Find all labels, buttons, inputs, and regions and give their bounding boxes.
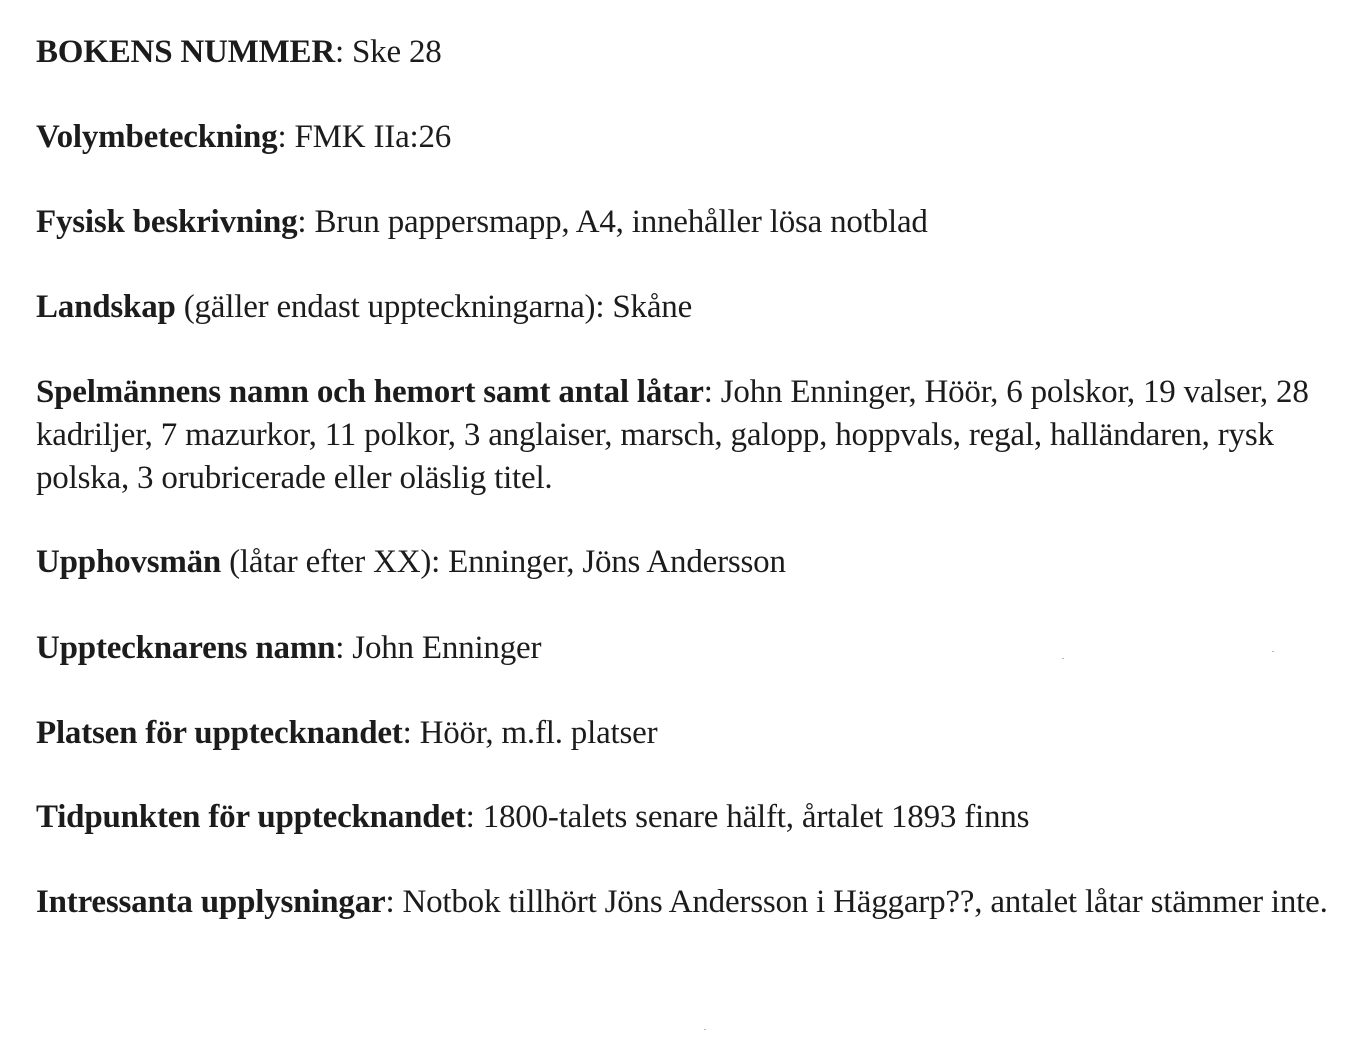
field-physical-description [36, 201, 1336, 244]
field-note: (gäller endast uppteckningarna) [175, 289, 596, 325]
field-musicians [36, 371, 1336, 500]
scan-speck [1062, 658, 1064, 659]
scan-speck [1272, 651, 1274, 652]
field-label: Fysisk beskrivning [36, 204, 298, 240]
scan-speck [704, 1029, 706, 1030]
field-separator: : [277, 119, 295, 155]
field-originators [36, 541, 1336, 584]
field-value: Brun pappersmapp, A4, innehåller lösa notblad [314, 204, 928, 240]
field-value: Ske 28 [352, 34, 442, 70]
field-note: (låtar efter XX) [221, 544, 432, 580]
field-label: Intressanta upplysningar [36, 884, 386, 920]
field-label: BOKENS NUMMER [36, 34, 335, 70]
field-value: Enninger, Jöns Andersson [448, 544, 786, 580]
field-volume-designation [36, 116, 1336, 159]
field-recording-time [36, 796, 1336, 839]
field-label: Upphovsmän [36, 544, 222, 580]
field-separator: : [595, 289, 613, 325]
field-label: Spelmännens namn och hemort samt antal låtar [36, 374, 704, 410]
field-label: Volymbeteckning [36, 119, 278, 155]
field-province [36, 286, 1336, 329]
field-recorder-name [36, 627, 1336, 670]
field-value: Notbok tillhört Jöns Andersson i Häggarp??, antalet låtar stämmer inte. [402, 884, 1328, 920]
field-value: John Enninger, Höör, 6 polskor, 19 valser, 28 kadriljer, 7 mazurkor, 11 polkor, 3 anglaiser, marsch, galopp, hoppvals, regal, halländaren, rysk polska, 3 orubricerade eller oläslig titel. [36, 374, 1309, 496]
field-separator: : [402, 715, 420, 751]
field-recording-place [36, 712, 1336, 755]
field-separator: : [703, 374, 721, 410]
field-value: Höör, m.fl. platser [419, 715, 658, 751]
field-label: Platsen för upptecknandet [36, 715, 403, 751]
field-separator: : [465, 799, 483, 835]
field-separator: : [431, 544, 449, 580]
field-book-number [36, 31, 1336, 74]
field-interesting-information [36, 881, 1336, 924]
field-label: Landskap [36, 289, 176, 325]
field-separator: : [385, 884, 403, 920]
field-label: Upptecknarens namn [36, 630, 336, 666]
field-value: 1800-talets senare hälft, årtalet 1893 finns [482, 799, 1030, 835]
field-value: Skåne [612, 289, 693, 325]
field-separator: : [335, 34, 353, 70]
field-label: Tidpunkten för upptecknandet [36, 799, 466, 835]
field-value: John Enninger [352, 630, 542, 666]
field-separator: : [297, 204, 315, 240]
field-separator: : [335, 630, 353, 666]
field-value: FMK IIa:26 [294, 119, 452, 155]
